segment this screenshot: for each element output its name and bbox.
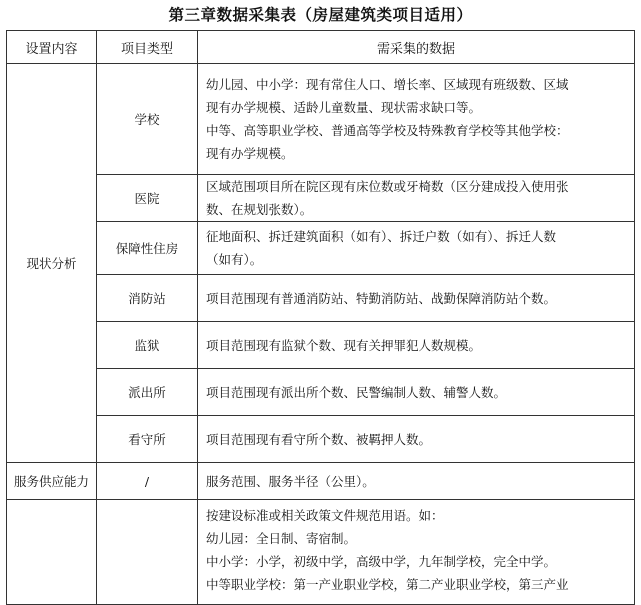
data-line: 服务范围、服务半径（公里）。 xyxy=(206,473,375,489)
type-prison: 监狱 xyxy=(97,322,198,369)
data-police-station xyxy=(198,369,635,416)
category-service-capacity: 服务供应能力 xyxy=(7,463,97,500)
table-row-service-capacity xyxy=(7,463,635,500)
type-police-station: 派出所 xyxy=(97,369,198,416)
data-line: 按建设标准或相关政策文件规范用语。如： xyxy=(206,508,444,523)
data-school xyxy=(198,64,635,175)
data-line: 现有办学规模。 xyxy=(206,146,294,161)
data-line: （如有）。 xyxy=(206,252,263,267)
type-detention-center: 看守所 xyxy=(97,416,198,463)
data-fire-station xyxy=(198,275,635,322)
table-header-row xyxy=(7,31,635,64)
table-row-detention-center xyxy=(7,416,635,463)
data-construction-standard xyxy=(198,500,635,605)
table-row-construction-standard xyxy=(7,500,635,605)
table-row-hospital xyxy=(7,175,635,222)
data-line: 幼儿园、中小学：现有常住人口、增长率、区域现有班级数、区域 xyxy=(206,77,569,92)
type-hospital: 医院 xyxy=(97,175,198,222)
data-housing xyxy=(198,222,635,275)
data-line: 中等、高等职业学校、普通高等学校及特殊教育学校等其他学校： xyxy=(206,123,569,138)
type-housing: 保障性住房 xyxy=(97,222,198,275)
type-school: 学校 xyxy=(97,64,198,175)
data-line: 数、在规划张数）。 xyxy=(206,202,313,217)
table-row-police-station xyxy=(7,369,635,416)
type-construction-standard xyxy=(97,500,198,605)
data-line: 项目范围现有派出所个数、民警编制人数、辅警人数。 xyxy=(206,384,507,400)
table-row-school xyxy=(7,64,635,175)
type-service-capacity: / xyxy=(97,463,198,500)
data-service-capacity xyxy=(198,463,635,500)
data-line: 幼儿园：全日制、寄宿制。 xyxy=(206,531,357,546)
data-line: 现有办学规模、适龄儿童数量、现状需求缺口等。 xyxy=(206,100,482,115)
category-analysis: 现状分析 xyxy=(7,64,97,463)
type-fire-station: 消防站 xyxy=(97,275,198,322)
document-title: 第三章数据采集表（房屋建筑类项目适用） xyxy=(168,6,473,24)
data-collection-table xyxy=(6,30,635,605)
data-line: 中小学：小学，初级中学，高级中学，九年制学校，完全中学。 xyxy=(206,554,557,569)
data-line: 中等职业学校：第一产业职业学校，第二产业职业学校，第三产业 xyxy=(206,577,569,592)
category-construction-standard xyxy=(7,500,97,605)
data-hospital xyxy=(198,175,635,222)
header-content: 设置内容 xyxy=(7,31,97,64)
data-prison xyxy=(198,322,635,369)
data-line: 区域范围项目所在院区现有床位数或牙椅数（区分建成投入使用张 xyxy=(206,179,569,194)
data-line: 征地面积、拆迁建筑面积（如有）、拆迁户数（如有）、拆迁人数 xyxy=(206,229,557,244)
data-line: 项目范围现有普通消防站、特勤消防站、战勤保障消防站个数。 xyxy=(206,290,557,306)
table-row-prison xyxy=(7,322,635,369)
header-data: 需采集的数据 xyxy=(198,31,635,64)
header-type: 项目类型 xyxy=(97,31,198,64)
table-row-fire-station xyxy=(7,275,635,322)
data-line: 项目范围现有看守所个数、被羁押人数。 xyxy=(206,431,432,447)
data-detention-center xyxy=(198,416,635,463)
data-line: 项目范围现有监狱个数、现有关押罪犯人数规模。 xyxy=(206,337,482,353)
table-row-housing xyxy=(7,222,635,275)
